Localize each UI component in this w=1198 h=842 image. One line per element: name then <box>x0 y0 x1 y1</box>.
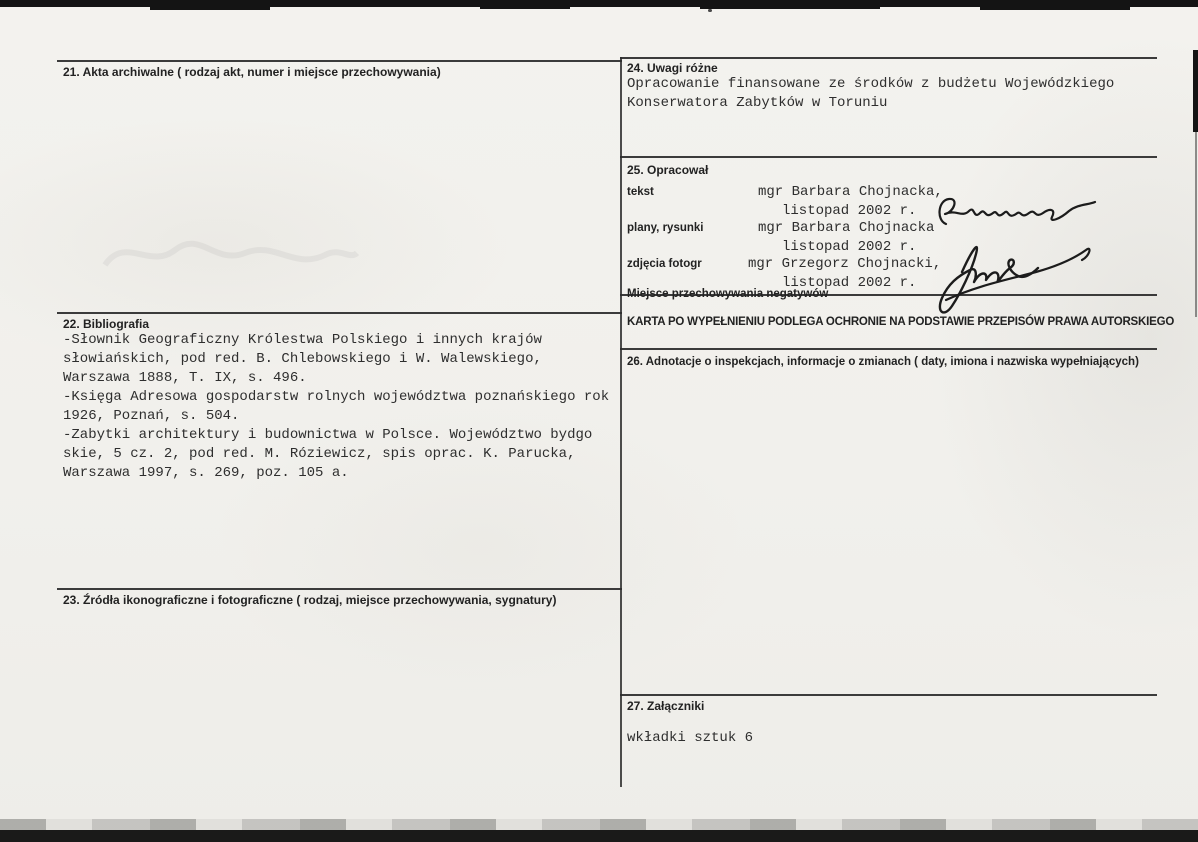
section-26-header: 26. Adnotacje o inspekcjach, informacje o zmianach ( daty, imiona i nazwiska wypełniających) <box>627 356 1139 368</box>
bibliography-line: Warszawa 1888, T. IX, s. 496. <box>63 370 307 386</box>
scan-top-edge-blob <box>480 0 570 9</box>
field-label-tekst: tekst <box>627 186 654 198</box>
author-plans-date: listopad 2002 r. <box>782 239 917 255</box>
author-text-name: mgr Barbara Chojnacka, <box>758 184 943 200</box>
section-23-header: 23. Źródła ikonograficzne i fotograficzne ( rodzaj, miejsce przechowywania, sygnatury) <box>63 593 557 607</box>
bibliography-line: słowiańskich, pod red. B. Chlebowskiego i W. Walewskiego, <box>63 351 542 367</box>
remarks-line: Konserwatora Zabytków w Toruniu <box>627 95 888 111</box>
bibliography-line: -Księga Adresowa gospodarstw rolnych województwa poznańskiego rok <box>63 389 610 405</box>
section-25-header: 25. Opracował <box>627 163 709 177</box>
section-21-header: 21. Akta archiwalne ( rodzaj akt, numer i miejsce przechowywania) <box>63 65 441 79</box>
author-plans-name: mgr Barbara Chojnacka <box>758 220 935 236</box>
scan-top-edge-blob <box>700 0 880 9</box>
author-photos-name: mgr Grzegorz Chojnacki, <box>748 256 942 272</box>
scan-right-edge-faint <box>1195 132 1197 317</box>
scan-bottom-streaks <box>0 819 1198 830</box>
scan-right-edge <box>1193 50 1198 132</box>
rule-s24-top <box>620 57 1157 59</box>
field-label-negatives: Miejsce przechowywania negatywów <box>627 288 829 300</box>
rule-s26-top <box>620 348 1157 350</box>
rule-s25-top <box>620 156 1157 158</box>
bibliography-line: -Słownik Geograficzny Królestwa Polskiego i innych krajów <box>63 332 542 348</box>
scan-top-edge-blob <box>980 0 1130 10</box>
author-photos-date: listopad 2002 r. <box>782 275 917 291</box>
center-divider-line <box>620 57 622 787</box>
remarks-line: Opracowanie finansowane ze środków z budżetu Wojewódzkiego <box>627 76 1115 92</box>
scan-top-edge-blob <box>150 0 270 10</box>
rule-s23-top <box>57 588 622 590</box>
bibliography-line: -Zabytki architektury i budownictwa w Polsce. Województwo bydgo <box>63 427 593 443</box>
section-27-header: 27. Załączniki <box>627 699 705 713</box>
field-label-zdjecia-fotogr: zdjęcia fotogr <box>627 258 702 270</box>
section-22-header: 22. Bibliografia <box>63 317 150 331</box>
bibliography-line: 1926, Poznań, s. 504. <box>63 408 240 424</box>
copyright-notice: KARTA PO WYPEŁNIENIU PODLEGA OCHRONIE NA PODSTAWIE PRZEPISÓW PRAWA AUTORSKIEGO <box>627 316 1175 328</box>
scan-bottom-edge <box>0 830 1198 842</box>
attachments-line: wkładki sztuk 6 <box>627 730 754 746</box>
signature-2-icon <box>936 228 1094 316</box>
rule-s21-top <box>57 60 622 62</box>
bibliography-line: skie, 5 cz. 2, pod red. M. Róziewicz, spis oprac. K. Parucka, <box>63 446 576 462</box>
ghost-bleedthrough-marks <box>95 215 365 285</box>
scan-speck <box>708 9 712 12</box>
field-label-plany-rysunki: plany, rysunki <box>627 222 704 234</box>
rule-s27-top <box>620 694 1157 696</box>
section-24-header: 24. Uwagi różne <box>627 61 718 75</box>
author-text-date: listopad 2002 r. <box>782 203 917 219</box>
bibliography-line: Warszawa 1997, s. 269, poz. 105 a. <box>63 465 349 481</box>
rule-s22-top <box>57 312 622 314</box>
